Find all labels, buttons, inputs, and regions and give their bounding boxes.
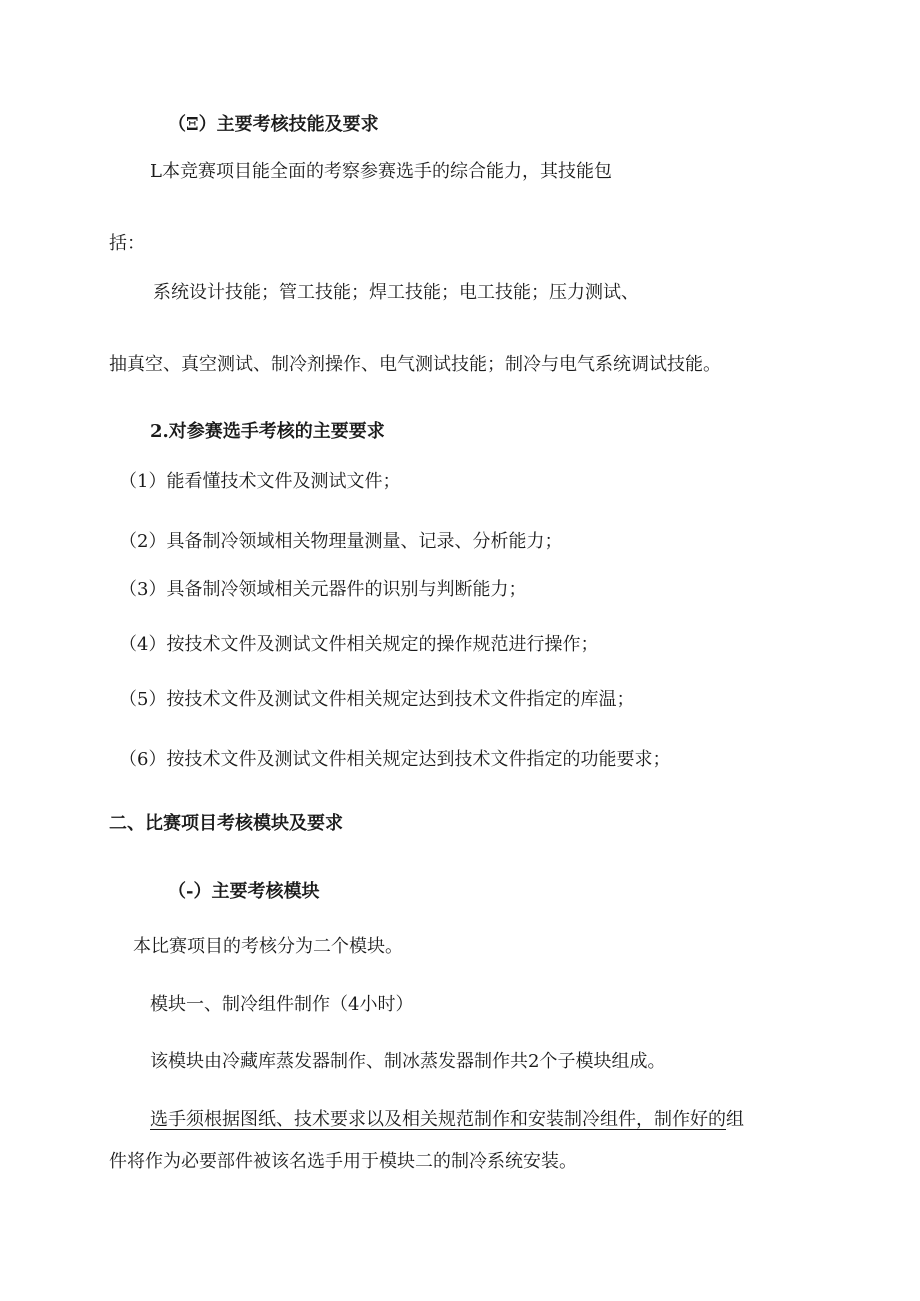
requirement-item-2: （2）具备制冷领域相关物理量测量、记录、分析能力； [119,531,563,552]
requirement-item-5: （5）按技术文件及测试文件相关规定达到技术文件指定的库温； [119,689,635,710]
module-1-detail-line-1 [150,1108,744,1132]
skills-intro-line-1: L本竞赛项目能全面的考察参赛选手的综合能力，其技能包 [150,161,612,182]
chapter-heading-modules: 二、比赛项目考核模块及要求 [109,813,343,834]
skills-list-line-1: 系统设计技能；管工技能；焊工技能；电工技能；压力测试、 [153,282,639,303]
module-1-detail-line-2: 件将作为必要部件被该名选手用于模块二的制冷系统安装。 [109,1151,577,1172]
module-1-detail-rest: 组 [726,1109,744,1130]
module-1-title: 模块一、制冷组件制作（4小时） [150,994,414,1015]
module-1-detail-underlined: 选手须根据图纸、技术要求以及相关规范制作和安装制冷组件，制作好的 [150,1109,726,1130]
requirement-item-4: （4）按技术文件及测试文件相关规定的操作规范进行操作； [119,634,599,655]
modules-intro: 本比赛项目的考核分为二个模块。 [133,936,403,957]
module-1-description: 该模块由冷藏库蒸发器制作、制冰蒸发器制作共2个子模块组成。 [150,1051,666,1072]
skills-list-line-2: 抽真空、真空测试、制冷剂操作、电气测试技能；制冷与电气系统调试技能。 [109,354,721,375]
section-heading-modules: （-）主要考核模块 [168,881,320,902]
requirement-item-6: （6）按技术文件及测试文件相关规定达到技术文件指定的功能要求； [119,749,671,770]
section-heading-skills: （Ξ）主要考核技能及要求 [168,114,379,135]
requirement-item-3: （3）具备制冷领域相关元器件的识别与判断能力； [119,579,527,600]
skills-intro-line-2: 括： [109,233,145,254]
requirement-item-1: （1）能看懂技术文件及测试文件； [119,471,401,492]
requirements-heading: 2.对参赛选手考核的主要要求 [150,421,385,442]
